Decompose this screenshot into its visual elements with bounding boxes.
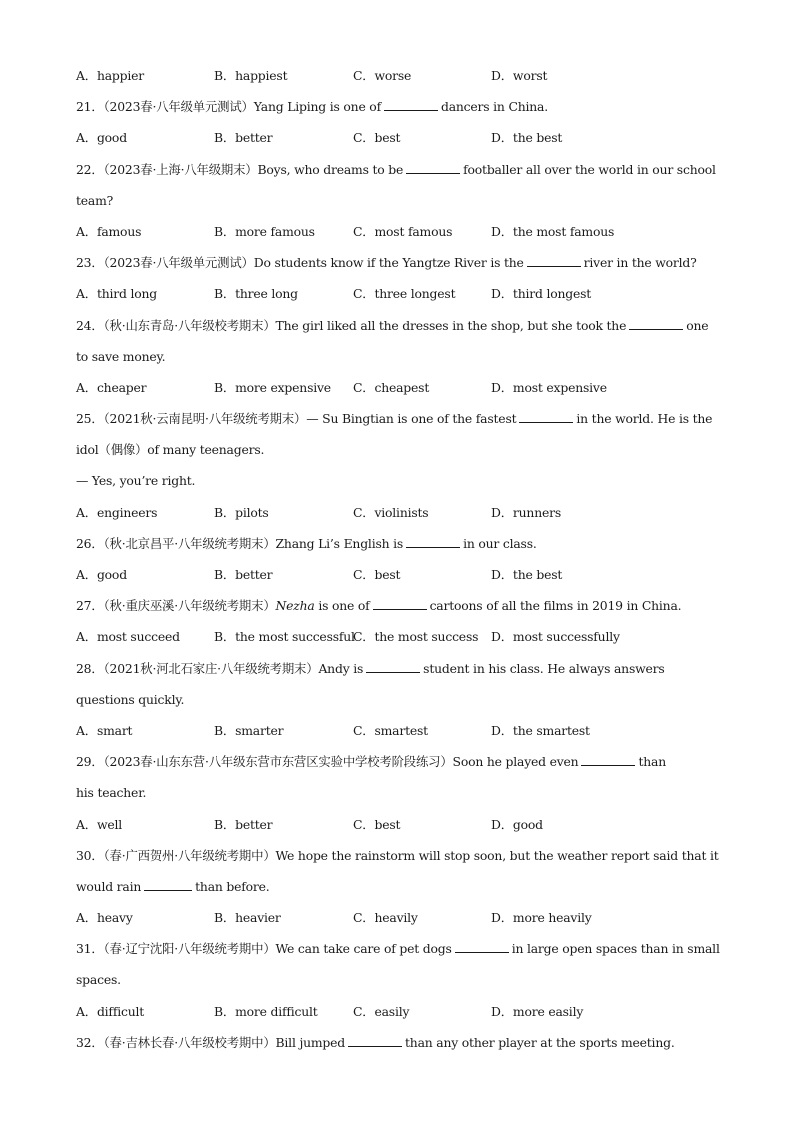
- q30-options: [76, 904, 726, 935]
- question-22-continued: [76, 187, 726, 218]
- option-b: B．more famous: [214, 223, 315, 239]
- option-d: D．runners: [491, 504, 562, 520]
- answer-blank: [455, 941, 509, 953]
- question-text-cont-post: than before.: [195, 878, 270, 894]
- q26-options: [76, 561, 726, 592]
- question-source: （2023春·八年级单元测试）: [103, 99, 254, 115]
- option-b: B．pilots: [214, 504, 269, 520]
- question-number: 30．: [76, 847, 104, 863]
- q31-options: [76, 998, 726, 1029]
- question-number: 31．: [76, 941, 104, 957]
- option-c: C．smartest: [353, 722, 428, 738]
- q24-options: [76, 374, 726, 405]
- question-text-post: footballer all over the world in our school: [463, 161, 716, 177]
- question-text-pre: Do students know if the Yangtze River is the: [253, 255, 524, 271]
- question-text-pre: is one of: [318, 598, 370, 614]
- q20-options: [76, 62, 726, 93]
- question-source: （2021秋·云南昆明·八年级统考期末）: [103, 411, 307, 427]
- option-c: C．heavily: [353, 910, 418, 926]
- film-title: Nezha: [275, 598, 315, 614]
- option-d: D．worst: [491, 68, 548, 83]
- question-number: 21．: [76, 99, 104, 115]
- option-a: A．heavy: [76, 910, 133, 926]
- question-29-continued: [76, 779, 726, 810]
- question-23: [76, 249, 726, 280]
- option-c: C．best: [353, 567, 401, 582]
- option-b: B．better: [214, 567, 273, 582]
- option-b: B．smarter: [214, 722, 284, 738]
- question-number: 27．: [76, 598, 104, 614]
- answer-blank: [144, 879, 192, 891]
- question-text-cont: questions quickly.: [76, 691, 185, 707]
- option-d: D．most expensive: [491, 379, 607, 395]
- option-a: A．happier: [76, 68, 144, 83]
- answer-blank: [519, 411, 573, 423]
- option-d: D．the best: [491, 130, 563, 146]
- q23-options: [76, 280, 726, 311]
- q27-options: [76, 623, 726, 654]
- option-d: D．the smartest: [491, 722, 590, 738]
- option-c: C．worse: [353, 68, 412, 83]
- question-28: [76, 655, 726, 686]
- question-number: 25．: [76, 411, 104, 427]
- question-text-pre: We hope the rainstorm will stop soon, but the weather report said that it: [275, 847, 719, 863]
- question-source: （秋·重庆巫溪·八年级统考期末）: [103, 598, 276, 614]
- question-text-post: river in the world?: [583, 255, 697, 271]
- option-c: C．the most success: [353, 629, 479, 645]
- question-24-continued: [76, 343, 726, 374]
- option-b: B．better: [214, 816, 273, 832]
- answer-blank: [406, 536, 460, 548]
- option-b: B．better: [214, 130, 273, 146]
- option-b: B．the most successful: [214, 629, 355, 645]
- question-31-continued: [76, 966, 726, 997]
- question-source: （秋·山东青岛·八年级校考期末）: [103, 317, 276, 333]
- question-25-continued: [76, 436, 726, 467]
- question-text-reply: — Yes, you’re right.: [76, 473, 196, 489]
- option-d: D．most successfully: [491, 629, 620, 645]
- question-text-post: than: [638, 754, 666, 770]
- question-text-cont: to save money.: [76, 348, 166, 364]
- option-d: D．third longest: [491, 286, 592, 302]
- option-a: A．third long: [76, 286, 157, 302]
- question-text-post: dancers in China.: [440, 99, 548, 115]
- option-a: A．good: [76, 130, 127, 146]
- question-text-pre: Soon he played even: [452, 754, 579, 770]
- question-number: 32．: [76, 1034, 104, 1050]
- question-29: [76, 748, 726, 779]
- option-d: D．the most famous: [491, 223, 615, 239]
- question-source: （2021秋·河北石家庄·八年级统考期末）: [103, 660, 319, 676]
- option-b: B．happiest: [214, 68, 288, 83]
- option-c: C．most famous: [353, 223, 453, 239]
- question-text-post: student in his class. He always answers: [423, 660, 665, 676]
- q25-options: [76, 499, 726, 530]
- question-24: [76, 312, 726, 343]
- option-d: D．good: [491, 816, 543, 832]
- question-27: [76, 592, 726, 623]
- question-text-cont-pre: would rain: [76, 878, 142, 894]
- question-text-cont: his teacher.: [76, 785, 147, 801]
- question-text-cont: team?: [76, 192, 114, 208]
- question-text-pre: The girl liked all the dresses in the shop, but she took the: [275, 317, 627, 333]
- option-c: C．violinists: [353, 504, 429, 520]
- worksheet-page: [76, 62, 726, 1060]
- question-source: （2023春·山东东营·八年级东营市东营区实验中学校考阶段练习）: [103, 754, 453, 770]
- option-c: C．easily: [353, 1003, 410, 1019]
- q21-options: [76, 124, 726, 155]
- answer-blank: [384, 99, 438, 111]
- question-text-pre: Andy is: [318, 660, 364, 676]
- option-a: A．difficult: [76, 1003, 145, 1019]
- question-25: [76, 405, 726, 436]
- option-b: B．more difficult: [214, 1003, 318, 1019]
- question-30: [76, 842, 726, 873]
- question-source: （春·广西贺州·八年级统考期中）: [103, 847, 276, 863]
- question-32: [76, 1029, 726, 1060]
- question-number: 28．: [76, 660, 104, 676]
- option-a: A．cheaper: [76, 379, 147, 395]
- option-c: C．three longest: [353, 286, 456, 302]
- question-text-post: in large open spaces than in small: [511, 941, 720, 957]
- question-text-post: in our class.: [463, 535, 537, 551]
- question-28-continued: [76, 686, 726, 717]
- question-text-pre: — Su Bingtian is one of the fastest: [306, 411, 517, 427]
- option-a: A．famous: [76, 223, 142, 239]
- answer-blank: [527, 255, 581, 267]
- question-text-post: cartoons of all the films in 2019 in China.: [429, 598, 682, 614]
- question-number: 29．: [76, 754, 104, 770]
- question-22: [76, 156, 726, 187]
- option-a: A．good: [76, 567, 127, 582]
- option-c: C．cheapest: [353, 379, 430, 395]
- answer-blank: [348, 1035, 402, 1047]
- option-a: A．smart: [76, 722, 133, 738]
- question-text-pre: Yang Liping is one of: [253, 99, 381, 115]
- option-a: A．most succeed: [76, 629, 180, 645]
- question-number: 22．: [76, 161, 104, 177]
- option-c: C．best: [353, 816, 401, 832]
- answer-blank: [581, 754, 635, 766]
- question-number: 23．: [76, 255, 104, 271]
- option-b: B．three long: [214, 286, 298, 302]
- answer-blank: [629, 318, 683, 330]
- q28-options: [76, 717, 726, 748]
- q22-options: [76, 218, 726, 249]
- question-text-post: in the world. He is the: [576, 411, 713, 427]
- option-a: A．well: [76, 816, 123, 832]
- question-number: 26．: [76, 535, 104, 551]
- question-text-pre: We can take care of pet dogs: [275, 941, 452, 957]
- question-source: （秋·北京昌平·八年级统考期末）: [103, 535, 276, 551]
- q29-options: [76, 811, 726, 842]
- question-source: （春·吉林长春·八年级校考期中）: [103, 1034, 276, 1050]
- question-text-cont: idol（偶像）of many teenagers.: [76, 442, 265, 458]
- question-30-continued: [76, 873, 726, 904]
- option-d: D．more easily: [491, 1003, 584, 1019]
- question-text-pre: Bill jumped: [275, 1034, 346, 1050]
- question-25-reply: [76, 467, 726, 498]
- question-text-pre: Boys, who dreams to be: [257, 161, 404, 177]
- question-text-post: than any other player at the sports meeting.: [405, 1034, 675, 1050]
- option-d: D．the best: [491, 567, 563, 582]
- question-text-cont: spaces.: [76, 972, 121, 988]
- question-26: [76, 530, 726, 561]
- question-31: [76, 935, 726, 966]
- question-source: （春·辽宁沈阳·八年级统考期中）: [103, 941, 276, 957]
- answer-blank: [373, 598, 427, 610]
- answer-blank: [406, 162, 460, 174]
- question-source: （2023春·八年级单元测试）: [103, 255, 254, 271]
- option-d: D．more heavily: [491, 910, 592, 926]
- option-c: C．best: [353, 130, 401, 146]
- question-number: 24．: [76, 317, 104, 333]
- question-text-pre: Zhang Li’s English is: [275, 535, 404, 551]
- question-21: [76, 93, 726, 124]
- answer-blank: [366, 661, 420, 673]
- option-a: A．engineers: [76, 504, 158, 520]
- option-b: B．heavier: [214, 910, 281, 926]
- option-b: B．more expensive: [214, 379, 331, 395]
- question-text-post: one: [686, 317, 709, 333]
- question-source: （2023春·上海·八年级期末）: [103, 161, 258, 177]
